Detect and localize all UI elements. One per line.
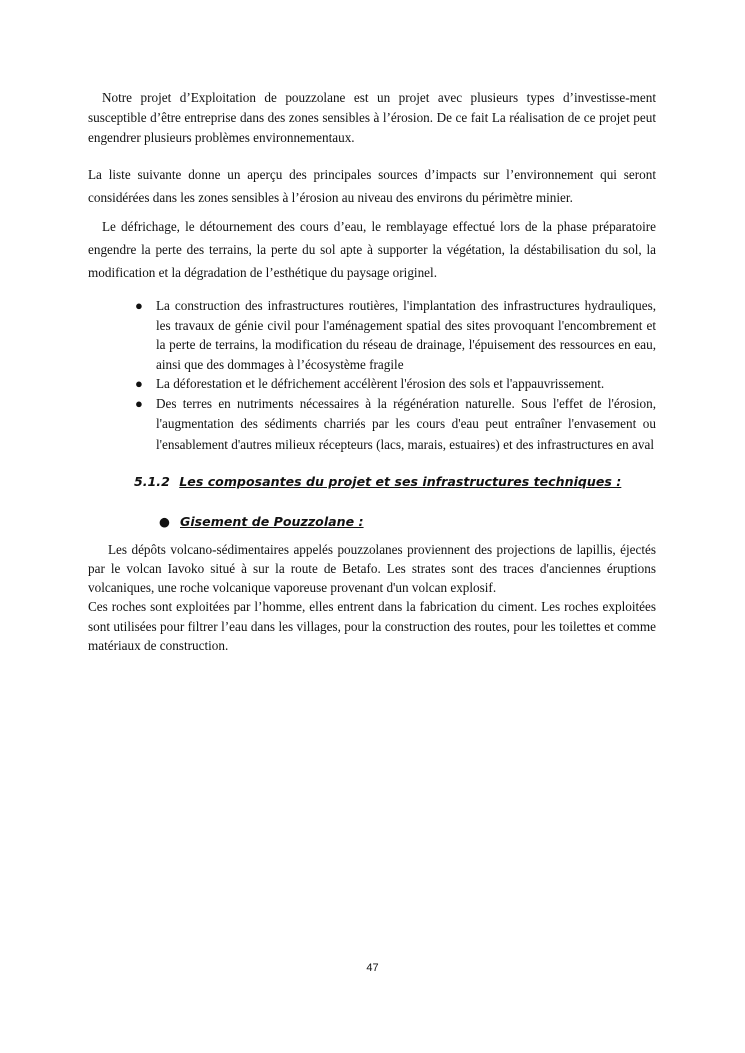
page-number: 47 [366,962,379,974]
defrichage-paragraph: Le défrichage, le détournement des cours d’eau, le remblayage effectué lors de la phase préparatoire engendre la perte des terrains, la perte du sol apte à supporter la végétation, la déstabilisation du sol, la modification et la dégradation de l’esthétique du paysage originel. [88,219,656,280]
subsection-heading [159,511,656,533]
bullet-icon: ● [135,376,143,392]
impact-bullet-list [88,296,656,455]
bullet-icon: ● [135,298,143,313]
intro-paragraph: Notre projet d’Exploitation de pouzzolane est un projet avec plusieurs types d’investisse-ment susceptible d’être entreprise dans des zones sensibles à l’érosion. De ce fait La réalisation de ce projet peut engendrer plusieurs problèmes environnementaux. [88,90,656,145]
roches-paragraph: Ces roches sont exploitées par l’homme, elles entrent dans la fabrication du ciment. Les roches exploitées sont utilisées pour filtrer l’eau dans les villages, pour la construction des routes, pour les toilettes et comme matériaux de construction. [88,599,656,653]
section-title: Les composantes du projet et ses infrastructures techniques : [179,473,622,489]
page-body [88,88,656,655]
section-number: 5.1.2 [134,473,170,489]
list-intro-paragraph: La liste suivante donne un aperçu des principales sources d’impacts sur l’environnement qui seront considérées dans les zones sensibles à l’érosion au niveau des environs du périmètre minier. [88,167,656,205]
subsection-title: Gisement de Pouzzolane : [180,513,364,529]
gisement-paragraph: Les dépôts volcano-sédimentaires appelés pouzzolanes proviennent des projections de lapillis, éjectés par le volcan Iavoko situé à sur la route de Betafo. Les strates sont des traces d'anciennes éruptions volcaniques, une roche volcanique vaporeuse provenant d'un volcan explosif. [88,541,656,596]
list-item: ● Des terres en nutriments nécessaires à la régénération naturelle. Sous l'effet de l'érosion, l'augmentation des sédiments charriés par les cours d'eau peut entraîner l'envasement ou l'ensablement d'autres milieux récepteurs (lacs, marais, estuaires) et des infrastructures en aval [135,395,656,452]
bullet-icon: ● [159,513,170,529]
list-item: ● La déforestation et le défrichement accélèrent l'érosion des sols et l'appauvrissement. [156,374,656,394]
section-heading [134,471,656,493]
bullet-icon: ● [135,395,143,411]
list-item: ● La construction des infrastructures routières, l'implantation des infrastructures hydrauliques, les travaux de génie civil pour l'aménagement spatial des sites provoquant l'encombrement et la perte de terrains, la modification du réseau de drainage, l'épuisement des ressources en eau, ainsi que des dommages à l’écosystème fragile [135,298,656,372]
